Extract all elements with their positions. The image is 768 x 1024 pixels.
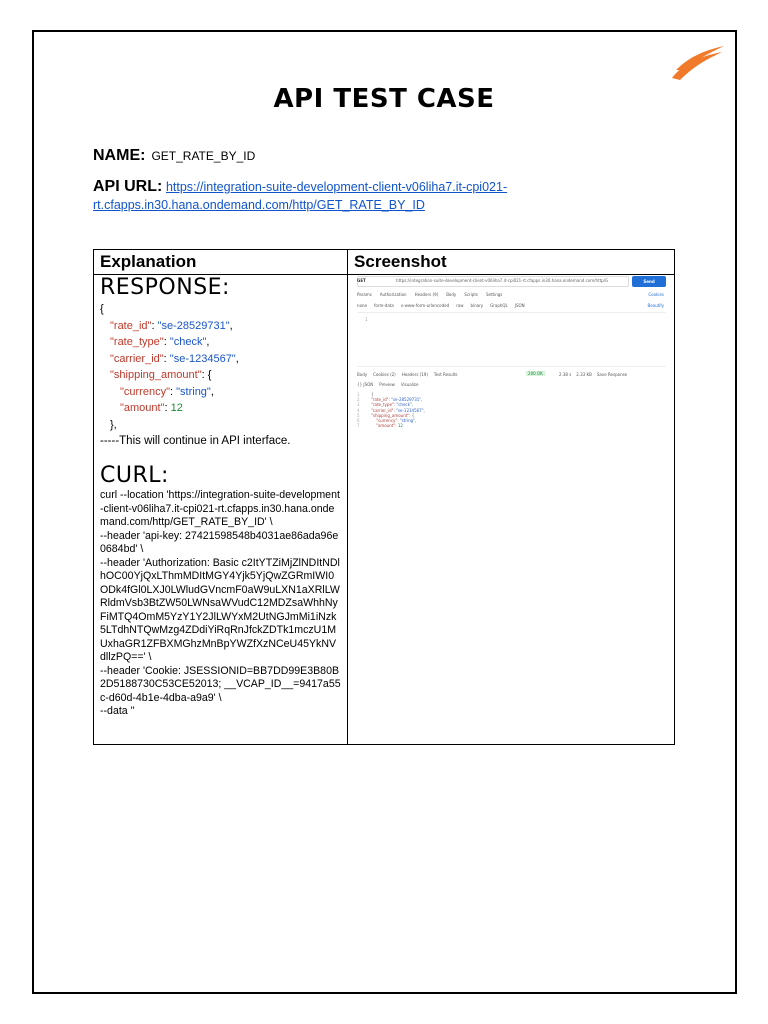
editor-line-number: 1 [365,317,368,322]
send-button: Send [632,276,666,287]
curl-command: curl --location 'https://integration-suite-development-client-v06liha7.it-cpi021-rt.cfapps.in30.hana.ondemand.com/http/GET_RATE_BY_ID' \ --header 'api-key: 27421598548b4031ae86ada96e0684bd' \ --header 'Authorization: Basic c2ItYTZiMjZlNDItNDlhOC00YjQxLThmMDItMGY4Yjk5YjQwZGRmIWI0ODk4fGl0LXJ0LWludGVncmF0aW9uLXN1aXRlLWRldmVsb3BtZW50LWNsaWVudC12MDZsaWhhNyFiMTQ4OmM5YzY1Y2JlLWYxM2UtNGJmMi1iNzk5LTdhNTQwMzg4ZDdiYiRqRnJfckZDTk1mczU1MUxhaGR1ZFBXMGhzMnBpYWZfXzNCeU45YkNVdllzPQ==' \ --header 'Cookie: JSESSIONID=BB7DD99E3B80B2D5188730C53CE52013; __VCAP_ID__=9417a55c-d60d-4b1e-4dba-a9a9' \ --data '' [100,489,341,717]
request-url: https://integration-suite-development-client-v06liha7.it-cpi021-rt.cfapps.in30.hana.ondemand.com/http/G [396,278,609,283]
response-time: 2.38 s [559,372,572,377]
request-editor [357,312,666,367]
name-row [93,147,255,165]
response-tab: Body [357,372,368,377]
status-badge: 200 OK [528,371,543,376]
response-line: 3 "rate_type": "check", [357,402,414,408]
json-string: "se-1234567" [169,352,236,365]
response-line: 4 "carrier_id": "se-1234567", [357,407,425,413]
request-tab: Params [357,292,372,297]
request-tab: Scripts [464,292,478,297]
json-key: "amount" [120,402,165,414]
format-tabs [357,382,418,387]
http-method: GET [357,278,366,283]
json-key: "rate_type" [110,336,164,348]
body-type: raw [456,303,464,308]
json-string: "check" [169,336,207,348]
response-size: 2.33 KB [576,372,592,377]
response-tab: Cookies (2) [373,372,396,377]
response-line: 1 { [357,392,374,397]
request-tabs [357,292,502,297]
format-tab: Preview [379,382,395,387]
request-tab: Headers (9) [414,292,439,297]
postman-screenshot [354,275,664,455]
response-tab: Headers (19) [401,372,428,377]
api-url-row [93,178,563,214]
body-type: form-data [374,303,394,308]
body-type: x-www-form-urlencoded [400,303,450,308]
cookies-link: Cookies [648,292,665,297]
response-heading: RESPONSE: [100,275,230,300]
page-title: API TEST CASE [273,84,495,114]
api-url-link[interactable]: https://integration-suite-development-client-v06liha7.it-cpi021-rt.cfapps.in30.hana.ondemand.com/http/GET_RATE_BY_ID [93,180,508,212]
save-response: Save Response [596,372,628,377]
response-line: 7 "amount": 12 [357,423,403,429]
response-line: 5 "shipping_amount": { [357,412,415,418]
json-number: 12 [170,402,183,414]
json-string: "string" [176,385,211,398]
response-json: { "rate_id": "se-28529731", "rate_type": "check", "carrier_id": "se-1234567", "shipping_amount": { "currency": "string", "amount": 12 }, [100,301,341,433]
response-tab: Test Results [433,372,458,377]
request-tab: Body [446,292,457,297]
json-string: "se-28529731" [157,319,230,332]
screenshot-cell [348,275,675,745]
body-type: none [357,303,368,308]
json-close-inner: }, [110,418,117,431]
explanation-cell [94,275,348,745]
json-key: "currency" [120,385,170,398]
request-tab: Settings [485,292,503,297]
response-line: 2 "rate_id": "se-28529731", [357,397,423,403]
name-label: NAME: [93,147,146,164]
format-tab: Visualize [400,382,419,387]
api-url-label: API URL: [93,178,163,195]
continue-note: -----This will continue in API interface. [100,435,291,447]
body-type: GraphQL [490,303,508,308]
response-body [357,392,666,437]
json-key: "rate_id" [110,319,152,332]
screenshot-header: Screenshot [348,250,675,275]
beautify-link: Beautify [647,303,665,308]
json-key: "carrier_id" [110,352,164,365]
format-tab: {} JSON [357,382,374,387]
body-type: binary [470,303,484,308]
json-open: { [100,303,104,315]
test-case-table [93,249,675,745]
curl-heading: CURL: [100,463,169,488]
response-meta [559,372,627,377]
json-key: "shipping_amount" [110,369,202,381]
flame-logo-icon [666,44,726,84]
request-tab: Authorization [379,292,407,297]
explanation-header: Explanation [94,250,348,275]
body-type-options [357,303,525,308]
name-value: GET_RATE_BY_ID [151,149,256,163]
response-line: 6 "currency": "string", [357,418,417,424]
body-type: JSON [514,303,525,308]
